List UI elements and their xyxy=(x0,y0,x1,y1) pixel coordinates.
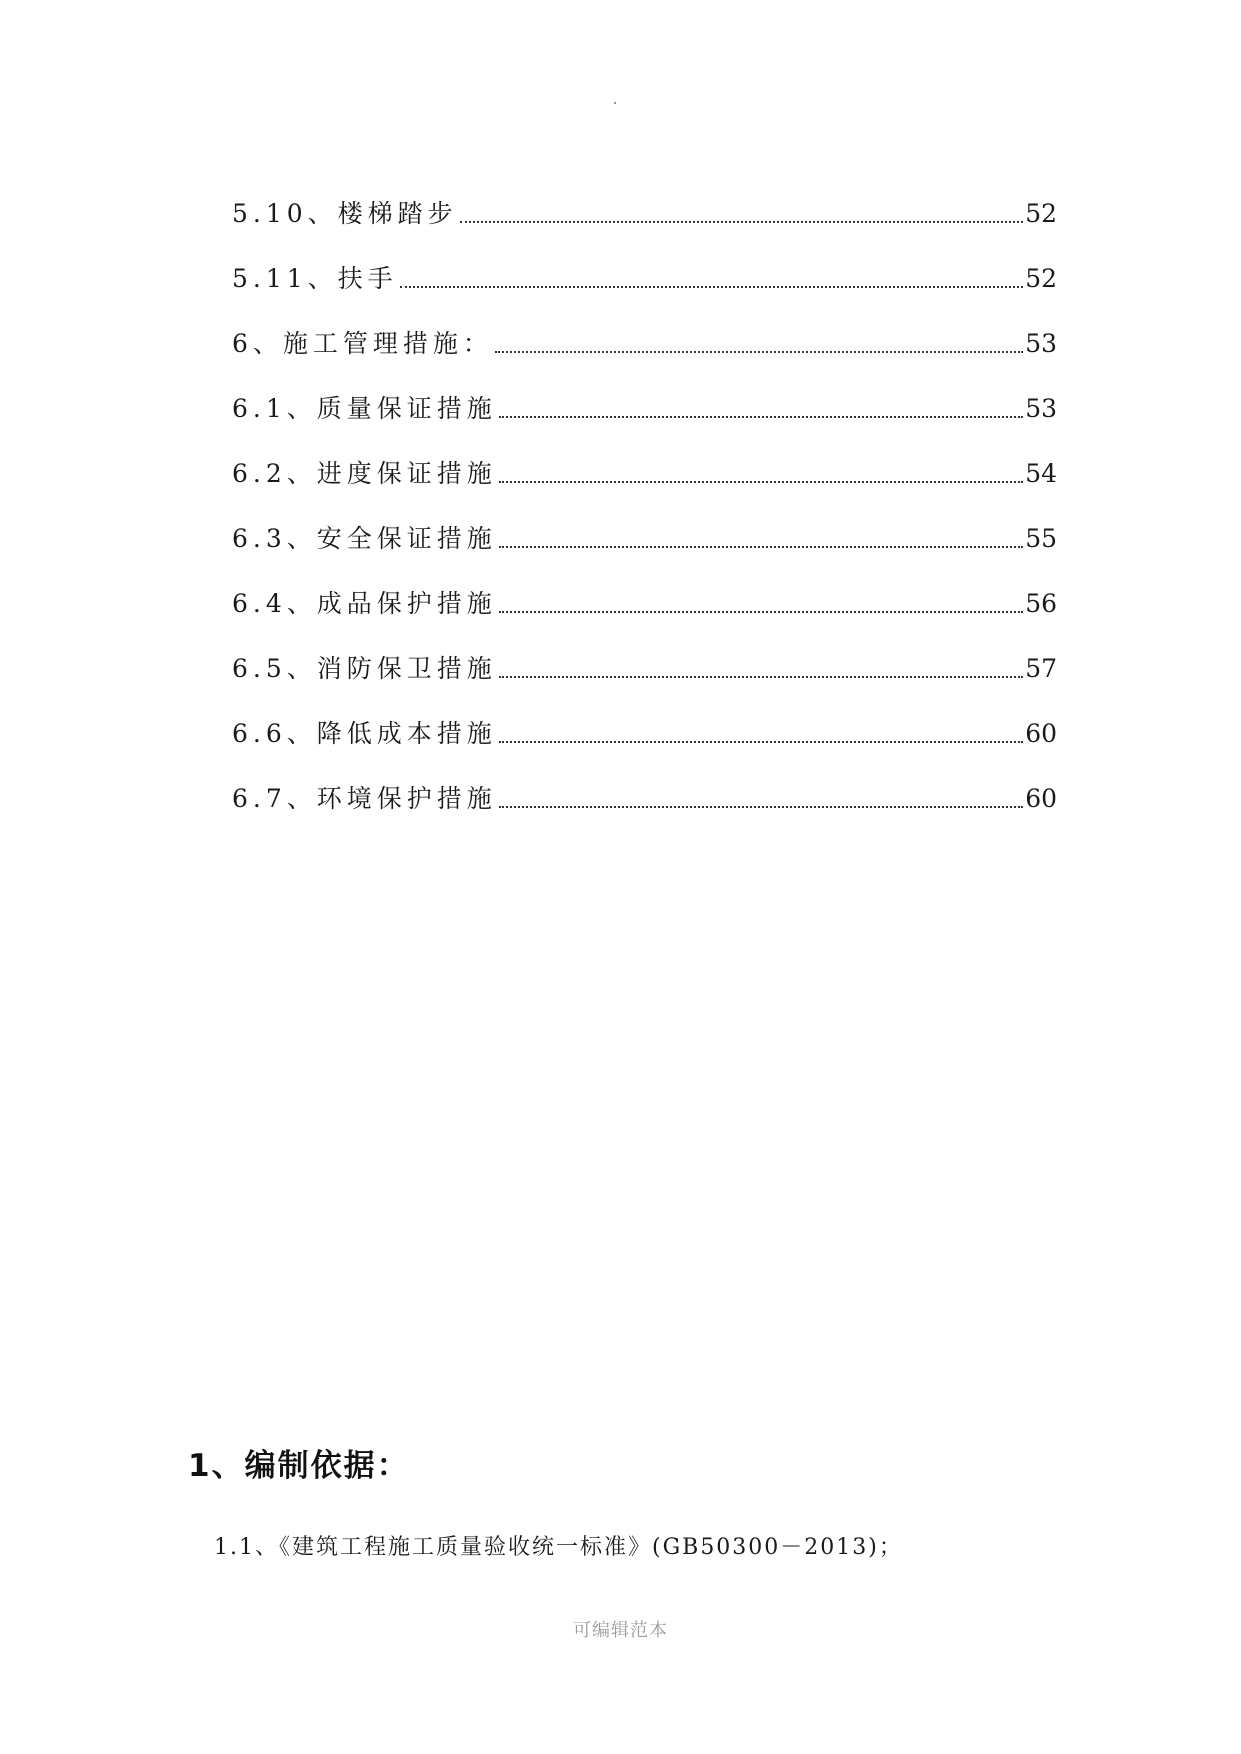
section-heading: 1、编制依据： xyxy=(188,1448,410,1484)
toc-entry-label: 5.11、扶手 xyxy=(232,264,398,293)
toc-entry-page: 53 xyxy=(1025,394,1057,423)
toc-entry-label: 6.7、环境保护措施 xyxy=(232,784,497,813)
toc-entry[interactable] xyxy=(232,164,1057,229)
toc-entry-label: 5.10、楼梯踏步 xyxy=(232,199,458,228)
toc-entry[interactable] xyxy=(232,489,1057,554)
header-mark xyxy=(614,102,616,104)
footer-text: 可编辑范本 xyxy=(573,1620,668,1641)
toc-entry[interactable] xyxy=(232,294,1057,359)
toc-entry-page: 55 xyxy=(1025,524,1057,553)
toc-dot-leader xyxy=(499,406,1023,418)
toc-entry[interactable] xyxy=(232,554,1057,619)
toc-dot-leader xyxy=(499,796,1023,808)
toc-entry-label: 6.2、进度保证措施 xyxy=(232,459,497,488)
toc-entry-label: 6、施工管理措施： xyxy=(232,329,493,358)
toc-entry-page: 52 xyxy=(1025,264,1057,293)
toc-dot-leader xyxy=(400,276,1024,288)
toc-entry-page: 53 xyxy=(1025,329,1057,358)
toc-entry-label: 6.1、质量保证措施 xyxy=(232,394,497,423)
table-of-contents xyxy=(232,164,1057,814)
toc-entry-label: 6.4、成品保护措施 xyxy=(232,589,497,618)
toc-entry[interactable] xyxy=(232,619,1057,684)
toc-dot-leader xyxy=(499,536,1023,548)
toc-entry-page: 52 xyxy=(1025,199,1057,228)
toc-entry[interactable] xyxy=(232,684,1057,749)
toc-entry-page: 60 xyxy=(1025,719,1057,748)
toc-entry-page: 57 xyxy=(1025,654,1057,683)
toc-entry-label: 6.6、降低成本措施 xyxy=(232,719,497,748)
toc-entry[interactable] xyxy=(232,359,1057,424)
toc-entry[interactable] xyxy=(232,424,1057,489)
toc-dot-leader xyxy=(460,211,1024,223)
toc-entry-page: 56 xyxy=(1025,589,1057,618)
toc-entry[interactable] xyxy=(232,749,1057,814)
toc-entry-label: 6.5、消防保卫措施 xyxy=(232,654,497,683)
reference-item: 1.1、《建筑工程施工质量验收统一标准》(GB50300－2013)； xyxy=(214,1535,903,1560)
toc-dot-leader xyxy=(499,731,1023,743)
toc-entry-page: 54 xyxy=(1025,459,1057,488)
toc-entry-page: 60 xyxy=(1025,784,1057,813)
toc-entry[interactable] xyxy=(232,229,1057,294)
toc-dot-leader xyxy=(499,471,1023,483)
toc-entry-label: 6.3、安全保证措施 xyxy=(232,524,497,553)
toc-dot-leader xyxy=(495,341,1023,353)
toc-dot-leader xyxy=(499,601,1023,613)
toc-dot-leader xyxy=(499,666,1023,678)
